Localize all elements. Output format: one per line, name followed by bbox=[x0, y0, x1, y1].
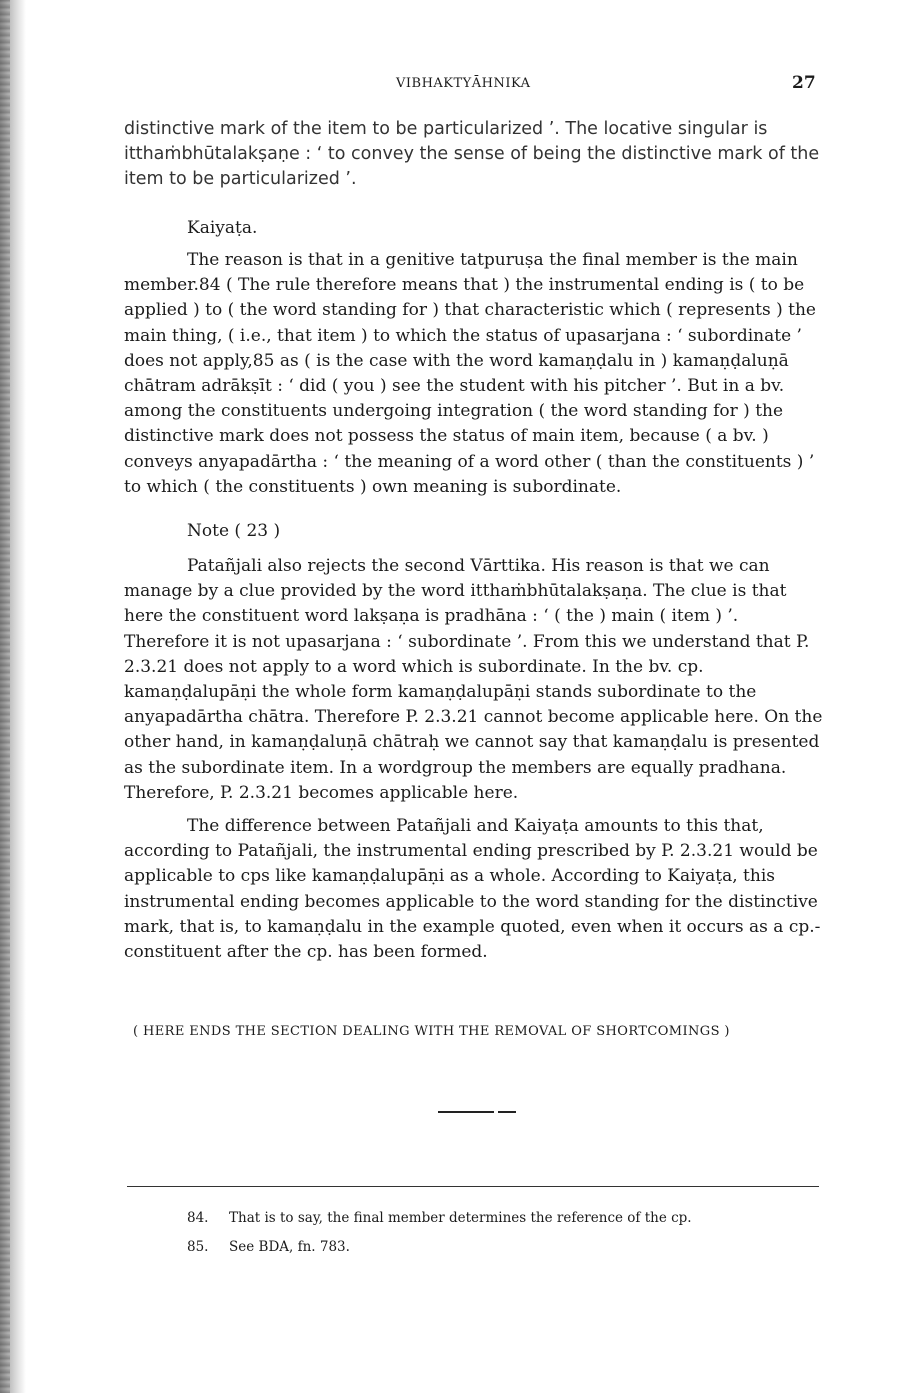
footnote-85 bbox=[187, 1239, 350, 1255]
footnote-rule bbox=[127, 1186, 819, 1187]
page-number: 27 bbox=[792, 73, 816, 93]
footnote-number: 84. bbox=[187, 1210, 209, 1226]
note-heading: Note ( 23 ) bbox=[187, 521, 281, 541]
footnote-text: That is to say, the final member determines the reference of the cp. bbox=[229, 1210, 692, 1226]
footnote-84 bbox=[187, 1210, 692, 1226]
footnote-text: See BDA, fn. 783. bbox=[229, 1239, 350, 1255]
kaiyata-paragraph: The reason is that in a genitive tatpuruṣa the final member is the main member.84 ( The rule therefore means that ) the instrumental ending is ( to be applied ) to ( the word standing for ) that characteristic which ( represents ) the main thing, ( i.e., that item ) to which the status of upasarjana : ‘ subordinate ’ does not apply,85 as ( is the case with the word kamaṇḍalu in ) kamaṇḍaluṇā chātram adrākṣīt : ‘ did ( you ) see the student with his pitcher ’. But in a bv. among the constituents undergoing integration ( the word standing for ) the distinctive mark does not possess the status of main item, because ( a bv. ) conveys anyapadārtha : ‘ the meaning of a word other ( than the constituents ) ’ to which ( the constituents ) own meaning is subordinate. bbox=[124, 250, 816, 497]
difference-paragraph: The difference between Patañjali and Kaiyaṭa amounts to this that, according to Patañjali, the instrumental ending prescribed by P. 2.3.21 would be applicable to cps like kamaṇḍalupāṇi as a whole. According to Kaiyaṭa, this instrumental ending becomes applicable to the word standing for the distinctive mark, that is, to kamaṇḍalu in the example quoted, even when it occurs as a cp.-constituent after the cp. has been formed. bbox=[124, 816, 821, 963]
running-header: VIBHAKTYĀHNIKA bbox=[396, 76, 531, 91]
book-spine-edge bbox=[0, 0, 10, 1393]
intro-paragraph: distinctive mark of the item to be particularized ’. The locative singular is itthaṁbhūtalakṣaṇe : ‘ to convey the sense of being the distinctive mark of the item to be particularized ’. bbox=[124, 119, 820, 189]
note-paragraph: Patañjali also rejects the second Vārttika. His reason is that we can manage by a clue provided by the word itthaṁbhūtalakṣaṇa. The clue is that here the constituent word lakṣaṇa is pradhāna : ‘ ( the ) main ( item ) ’. Therefore it is not upasarjana : ‘ subordinate ’. From this we understand that P. 2.3.21 does not apply to a word which is subordinate. In the bv. cp. kamaṇḍalupāṇi the whole form kamaṇḍalupāṇi stands subordinate to the anyapadārtha chātra. Therefore P. 2.3.21 cannot become applicable here. On the other hand, in kamaṇḍaluṇā chātraḥ we cannot say that kamaṇḍalu is presented as the subordinate item. In a wordgroup the members are equally pradhana. Therefore, P. 2.3.21 becomes applicable here. bbox=[124, 556, 823, 803]
section-end-note: ( HERE ENDS THE SECTION DEALING WITH THE REMOVAL OF SHORTCOMINGS ) bbox=[133, 1024, 730, 1039]
footnote-number: 85. bbox=[187, 1239, 209, 1255]
kaiyata-heading: Kaiyaṭa. bbox=[187, 218, 258, 238]
section-ornament bbox=[438, 1111, 518, 1113]
